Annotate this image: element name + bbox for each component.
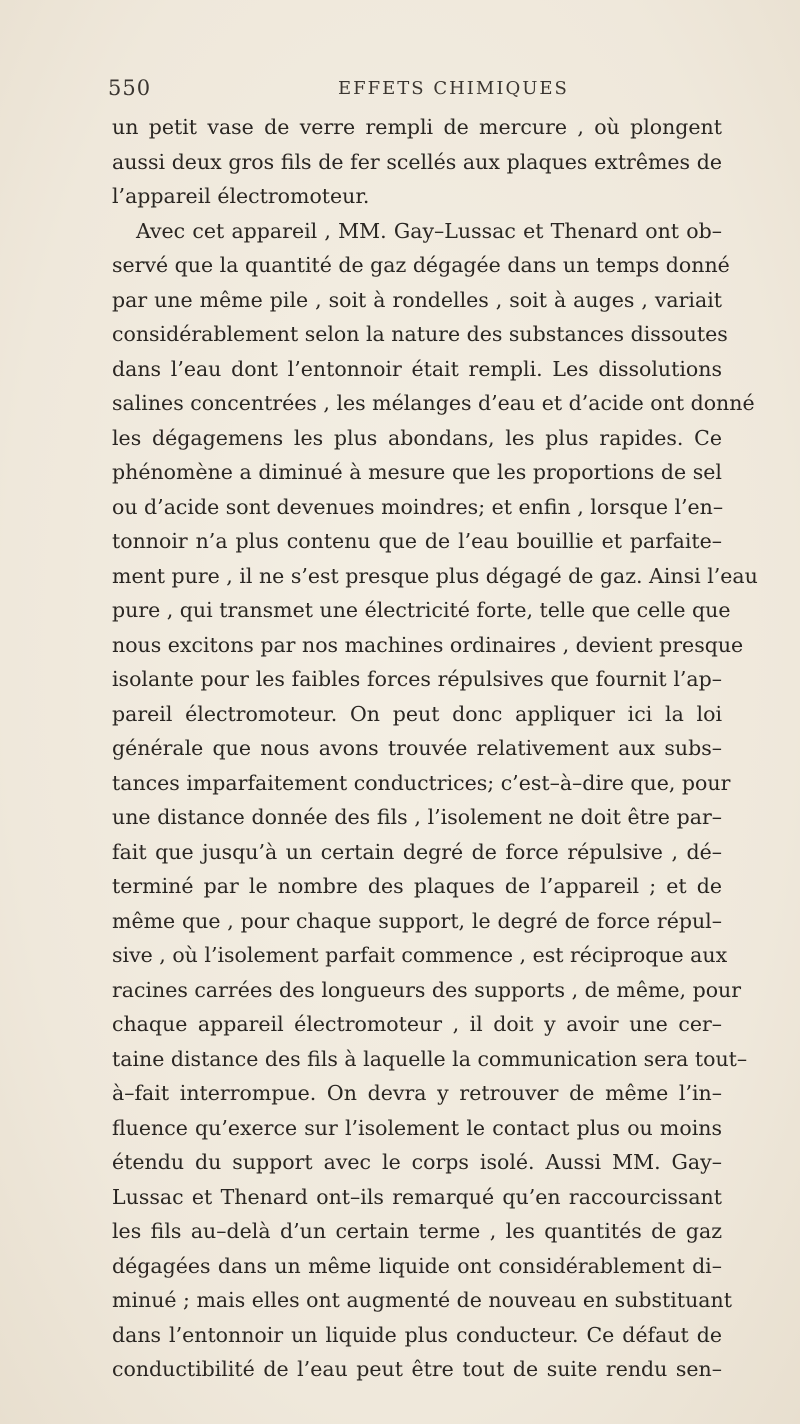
text-line: les fils au–delà d’un certain terme , les quantités de gaz: [112, 1219, 722, 1243]
text-line: chaque appareil électromoteur , il doit y avoir une cer–: [112, 1012, 722, 1036]
text-line: terminé par le nombre des plaques de l’appareil ; et de: [112, 874, 722, 898]
text-line: dans l’entonnoir un liquide plus conducteur. Ce défaut de: [112, 1322, 722, 1347]
running-title: EFFETS CHIMIQUES: [338, 78, 569, 99]
text-line: isolante pour les faibles forces répulsives que fournit l’ap–: [112, 667, 722, 691]
text-line: considérablement selon la nature des substances dissoutes: [112, 322, 728, 346]
text-line: Lussac et Thenard ont–ils remarqué qu’en raccourcissant: [112, 1184, 722, 1209]
text-line: minué ; mais elles ont augmenté de nouveau en substituant: [112, 1288, 732, 1312]
text-line: salines concentrées , les mélanges d’eau et d’acide ont donné: [112, 391, 755, 415]
text-line: tonnoir n’a plus contenu que de l’eau bouillie et parfaite–: [112, 529, 722, 553]
text-line: Avec cet appareil , MM. Gay–Lussac et Thenard ont ob–: [136, 218, 722, 243]
page-number: 550: [108, 76, 152, 100]
body-text: [112, 110, 758, 1387]
text-line: racines carrées des longueurs des supports , de même, pour: [112, 977, 742, 1002]
text-line: tances imparfaitement conductrices; c’est–à–dire que, pour: [112, 770, 731, 795]
text-line: étendu du support avec le corps isolé. Aussi MM. Gay–: [112, 1150, 722, 1174]
text-line: taine distance des fils à laquelle la communication sera tout–: [112, 1046, 748, 1071]
text-line: phénomène a diminué à mesure que les proportions de sel: [112, 460, 722, 484]
text-line: dans l’eau dont l’entonnoir était rempli. Les dissolutions: [112, 356, 722, 381]
text-line: aussi deux gros fils de fer scellés aux plaques extrêmes de: [112, 149, 722, 174]
text-line: nous excitons par nos machines ordinaires , devient presque: [112, 632, 744, 657]
text-line: sive , où l’isolement parfait commence , est réciproque aux: [112, 943, 728, 967]
text-line: l’appareil électromoteur.: [112, 184, 370, 208]
text-line: fait que jusqu’à un certain degré de force répulsive , dé–: [112, 839, 722, 864]
text-line: fluence qu’exerce sur l’isolement le contact plus ou moins: [112, 1115, 722, 1140]
text-line: ment pure , il ne s’est presque plus dégagé de gaz. Ainsi l’eau: [112, 563, 758, 588]
text-line: un petit vase de verre rempli de mercure , où plongent: [112, 115, 722, 139]
text-line: générale que nous avons trouvée relativement aux subs–: [112, 736, 722, 760]
text-line: pure , qui transmet une électricité forte, telle que celle que: [112, 598, 731, 622]
text-line: même que , pour chaque support, le degré de force répul–: [112, 908, 722, 933]
text-line: servé que la quantité de gaz dégagée dans un temps donné: [112, 253, 730, 277]
text-line: conductibilité de l’eau peut être tout de suite rendu sen–: [112, 1357, 722, 1381]
text-line: une distance donnée des fils , l’isolement ne doit être par–: [112, 805, 722, 829]
text-line: pareil électromoteur. On peut donc appliquer ici la loi: [112, 701, 722, 726]
text-line: les dégagemens les plus abondans, les plus rapides. Ce: [112, 425, 722, 450]
text-line: à–fait interrompue. On devra y retrouver de même l’in–: [112, 1081, 722, 1105]
text-line: par une même pile , soit à rondelles , soit à auges , variait: [112, 287, 722, 312]
page-header: [108, 76, 728, 106]
text-line: dégagées dans un même liquide ont considérablement di–: [112, 1253, 722, 1278]
text-line: ou d’acide sont devenues moindres; et enfin , lorsque l’en–: [112, 494, 724, 519]
